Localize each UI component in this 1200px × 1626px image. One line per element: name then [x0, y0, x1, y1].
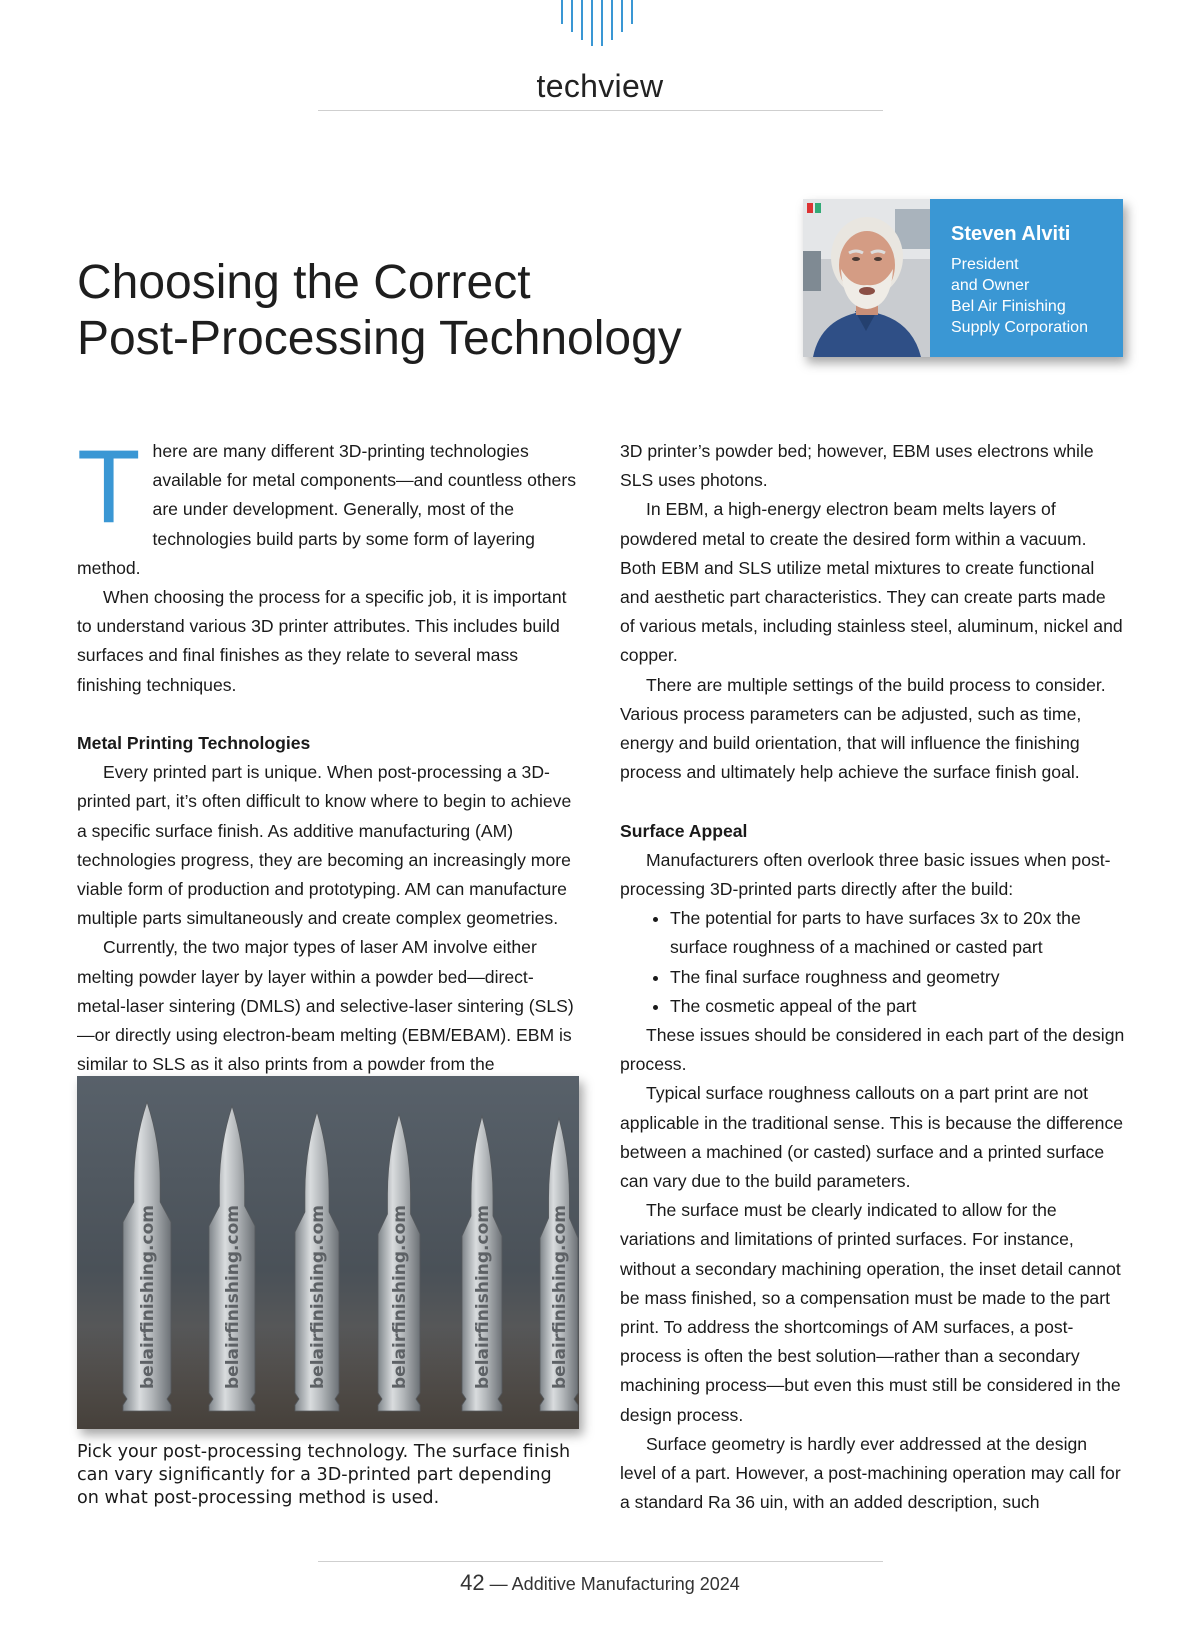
article-photo: [77, 1076, 579, 1429]
author-info: [930, 199, 1123, 357]
author-org-1: Bel Air Finishing: [951, 298, 1066, 315]
engraving-text: belairfinishing.com: [308, 1205, 328, 1389]
header-decoration: [558, 0, 642, 48]
issues-list: [620, 904, 1125, 1021]
engraving-text: belairfinishing.com: [550, 1205, 570, 1389]
list-item: • The potential for parts to have surfaces 3x to 20x the surface roughness of a machined or casted part: [670, 904, 1125, 962]
cartridge-3: [295, 1112, 339, 1411]
right-paragraph-4: Manufacturers often overlook three basic issues when post-processing 3D-printed parts directly after the build:: [620, 849, 1111, 900]
heading-surface-appeal: Surface Appeal: [620, 820, 748, 841]
author-org-2: Supply Corporation: [951, 319, 1088, 336]
footer: [0, 1570, 1200, 1596]
drop-cap: T: [77, 429, 141, 545]
author-card: [803, 199, 1123, 357]
list-item: • The final surface roughness and geometry: [670, 963, 1125, 992]
right-paragraph-2: In EBM, a high-energy electron beam melts layers of powdered metal to create the desired form within a vacuum. Both EBM and SLS utilize metal mixtures to create functional and aesthetic part characteristics. They can create parts made of various metals, including stainless steel, aluminum, nickel and copper.: [620, 499, 1123, 666]
article-title: [77, 255, 777, 367]
right-paragraph-6: Typical surface roughness callouts on a part print are not applicable in the traditional sense. This is because the difference between a machined (or casted) surface and a printed surface can vary due to the build parameters.: [620, 1083, 1124, 1192]
left-paragraph-1: here are many different 3D-printing technologies available for metal components—and countless others are under development. Generally, most of the technologies build parts by some form of layering method.: [77, 441, 576, 578]
publication-name: Additive Manufacturing 2024: [511, 1574, 740, 1594]
engraving-text: belairfinishing.com: [473, 1205, 493, 1389]
right-paragraph-7: The surface must be clearly indicated to allow for the variations and limitations of printed surfaces. For instance, without a secondary machining operation, the inset detail cannot be mass finished, so a compensation must be made to the part print. To address the shortcomings of AM surfaces, a post-process is often the best solution—rather than a secondary machining process—but even this must still be considered in the design process.: [620, 1200, 1121, 1425]
right-paragraph-5: These issues should be considered in each part of the design process.: [620, 1025, 1125, 1075]
cartridge-6: [540, 1118, 578, 1411]
left-paragraph-4: Currently, the two major types of laser AM involve either melting powder layer by layer within a powder bed—direct-metal-laser sintering (DMLS) and selective-laser sintering (SLS)—or directly using electron-beam melting (EBM/EBAM). EBM is similar to SLS as it also prints from a powder from the: [77, 937, 574, 1075]
title-line-2: Post-Processing Technology: [77, 312, 682, 365]
photo-caption: Pick your post-processing technology. The surface finish can vary significantly for a 3D-printed part depending on what post-processing method is used.: [77, 1442, 571, 1508]
section-label: techview: [536, 68, 664, 104]
cartridge-1: [123, 1102, 171, 1411]
engraving-text: belairfinishing.com: [390, 1205, 410, 1389]
engraving-text: belairfinishing.com: [223, 1205, 243, 1389]
left-column: [77, 429, 582, 1079]
footer-separator: —: [489, 1574, 508, 1594]
cartridge-4: [378, 1114, 420, 1411]
list-item: • The cosmetic appeal of the part: [670, 992, 1125, 1021]
author-name: Steven Alviti: [951, 223, 1071, 245]
page-number: 42: [460, 1570, 485, 1595]
cartridge-2: [209, 1106, 255, 1411]
engraving-text: belairfinishing.com: [138, 1205, 158, 1389]
cartridge-5: [462, 1116, 502, 1411]
right-column: [620, 437, 1125, 1518]
author-role-1: President: [951, 256, 1019, 273]
right-paragraph-8: Surface geometry is hardly ever addressed at the design level of a part. However, a post-machining operation may call for a standard Ra 36 uin, with an added description, such: [620, 1433, 1121, 1513]
title-line-1: Choosing the Correct: [77, 256, 531, 309]
footer-rule: [318, 1561, 883, 1562]
right-paragraph-1: 3D printer’s powder bed; however, EBM uses electrons while SLS uses photons.: [620, 441, 1094, 491]
author-photo: [803, 199, 930, 357]
author-role-2: and Owner: [951, 277, 1030, 294]
heading-metal-printing: Metal Printing Technologies: [77, 733, 311, 754]
header-rule: [318, 110, 883, 111]
left-paragraph-3: Every printed part is unique. When post-processing a 3D-printed part, it’s often difficult to know where to begin to achieve a specific surface finish. As additive manufacturing (AM) technologies progress, they are becoming an increasingly more viable form of production and prototyping. AM can manufacture multiple parts simultaneously and create complex geometries.: [77, 762, 572, 929]
right-paragraph-3: There are multiple settings of the build process to consider. Various process parameters can be adjusted, such as time, energy and build orientation, that will influence the finishing process and ultimately help achieve the surface finish goal.: [620, 674, 1106, 783]
left-paragraph-2: When choosing the process for a specific job, it is important to understand various 3D printer attributes. This includes build surfaces and final finishes as they relate to several mass finishing techniques.: [77, 587, 567, 695]
intro-block: [77, 429, 582, 583]
